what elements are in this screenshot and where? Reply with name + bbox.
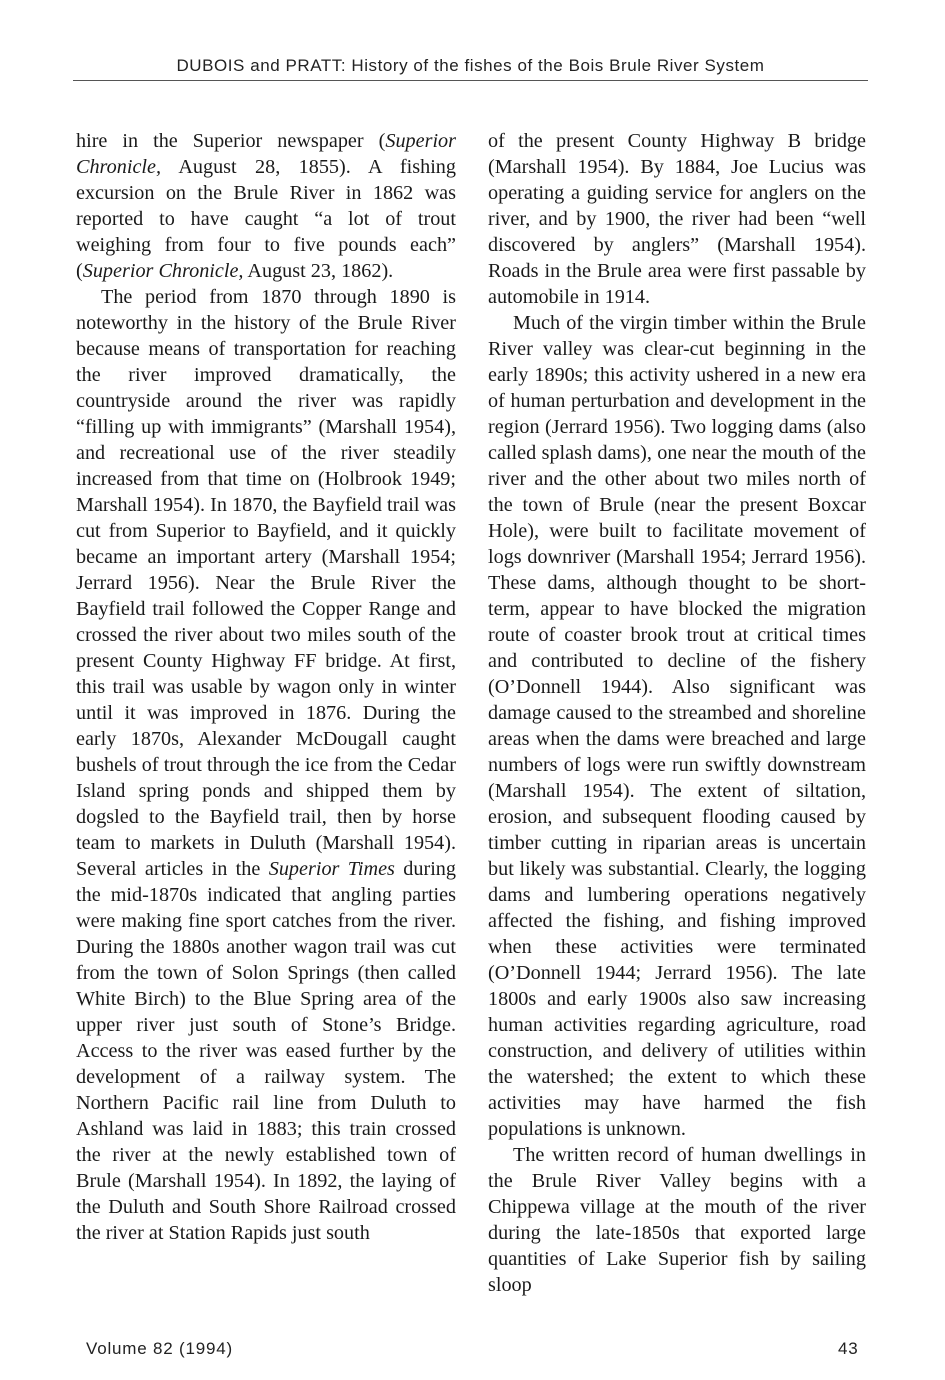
text-segment: Much of the virgin timber within the Brule River valley was clear-cut beginning in the early 1890s; this activity ushered in a new era of human perturbation and development in the region (Jerrard 1956). Two logging dams (also called splash dams), one near the mouth of the river and the other about two miles north of the town of Brule (near the present Boxcar Hole), were built to facilitate movement of logs downriver (Marshall 1954; Jerrard 1956). These dams, although thought to be short-term, appear to have blocked the migration route of coaster brook trout at critical times and contributed to decline of the fishery (O’Donnell 1944). Also significant was damage caused to the streambed and shoreline areas when the dams were breached and large numbers of logs were run swiftly downstream (Marshall 1954). The extent of siltation, erosion, and subsequent flooding caused by timber cutting in riparian areas is uncertain but likely was substantial. Clearly, the logging dams and lumbering operations negatively affected the fishing, and fishing improved when these activities were terminated (O’Donnell 1944; Jerrard 1956). The late 1800s and early 1900s also saw increasing human activities regarding agriculture, road construction, and delivery of utilities within the watershed; the extent to which these activities may have harmed the fish populations is unknown. [488,312,866,1140]
text-segment: August 28, 1855). A fishing excursion on the Brule River in 1862 was reported to have caught “a lot of trout weighing from four to five pounds each” ( [76,156,456,282]
text-segment: The written record of human dwellings in the Brule River Valley begins with a Chippewa village at the mouth of the river during the late-1850s that exported large quantities of Lake Superior fish by sailing sloop [488,1144,866,1296]
text-segment: hire in the Superior newspaper ( [76,130,386,152]
right-paragraph-3 [488,1142,866,1298]
right-paragraph-1 [488,128,866,310]
text-segment: during the mid-1870s indicated that angling parties were making fine sport catches from the river. During the 1880s another wagon trail was cut from the town of Solon Springs (then called White Birch) to the Blue Spring area of the upper river just south of Stone’s Bridge. Access to the river was eased further by the development of a railway system. The Northern Pacific rail line from Duluth to Ashland was laid in 1883; this train crossed the river at the newly established town of Brule (Marshall 1954). In 1892, the laying of the Duluth and South Shore Railroad crossed the river at Station Rapids just south [76,858,456,1244]
italic-citation: Superior Chronicle, [76,130,456,178]
text-segment: August 23, 1862). [243,260,394,282]
left-column [76,128,456,1246]
text-segment: of the present County Highway B bridge (Marshall 1954). By 1884, Joe Lucius was operating a guiding service for anglers on the river, and by 1900, the river had been “well discovered by anglers” (Marshall 1954). Roads in the Brule area were first passable by automobile in 1914. [488,130,866,308]
italic-citation: Superior Times [268,858,395,880]
left-paragraph-2 [76,284,456,1246]
footer-page-number: 43 [838,1339,859,1358]
footer-volume: Volume 82 (1994) [86,1339,233,1358]
right-paragraph-2 [488,310,866,1142]
right-column [488,128,866,1298]
running-header: DUBOIS and PRATT: History of the fishes of the Bois Brule River System [176,56,765,75]
left-paragraph-1 [76,128,456,284]
header-rule [73,80,868,81]
italic-citation: Superior Chronicle, [82,260,244,282]
text-segment: The period from 1870 through 1890 is noteworthy in the history of the Brule River because means of transportation for reaching the river improved dramatically, the countryside around the river was rapidly “filling up with immigrants” (Marshall 1954), and recreational use of the river steadily increased from that time on (Holbrook 1949; Marshall 1954). In 1870, the Bayfield trail was cut from Superior to Bayfield, and it quickly became an important artery (Marshall 1954; Jerrard 1956). Near the Brule River the Bayfield trail followed the Copper Range and crossed the river about two miles south of the present County Highway FF bridge. At first, this trail was usable by wagon only in winter until it was improved in 1876. During the early 1870s, Alexander McDougall caught bushels of trout through the ice from the Cedar Island spring ponds and shipped them by dogsled to the Bayfield trail, then by horse team to markets in Duluth (Marshall 1954). Several articles in the [76,286,456,880]
